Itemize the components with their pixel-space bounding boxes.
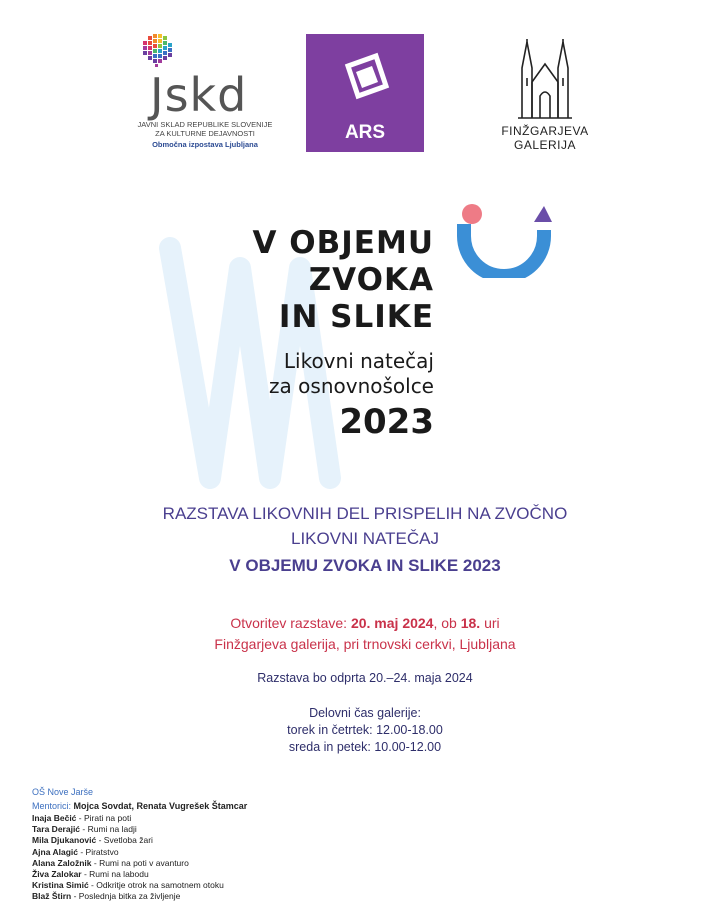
opening-place: Finžgarjeva galerija, pri trnovski cerkvi, Ljubljana [214,636,516,652]
poster-title-line-2: ZVOKA [308,262,434,298]
opening-suffix: uri [480,615,500,631]
student-work: - Piratstvo [77,846,119,857]
poster-year: 2023 [339,402,434,442]
student-name: Živa Zalokar [32,869,82,880]
school-name: OŠ Nove Jarše [32,787,94,797]
student-item [32,835,224,846]
contest-u-logo-icon [452,200,556,278]
student-work: - Pirati na poti [76,813,132,823]
student-name: Tara Derajić [32,824,81,835]
student-work: - Rumi na labodu [81,869,149,880]
student-work: - Odkritje otrok na samotnem otoku [88,880,224,891]
student-item [32,858,224,869]
student-work: - Rumi na poti v avanturo [91,857,189,868]
exhibition-duration: Razstava bo odprta 20.–24. maja 2024 [257,671,473,685]
student-name: Ajna Alagić [32,846,78,857]
opening-date: 20. maj 2024 [350,615,434,631]
poster-title-line-3: IN SLIKE [278,299,434,335]
exhibition-title: V OBJEMU ZVOKA IN SLIKE 2023 [229,556,501,575]
hours-line-1: torek in četrtek: 12.00-18.00 [287,723,443,737]
student-name: Kristina Simić [32,880,89,891]
poster-subtitle-line-1: Likovni natečaj [283,349,434,373]
student-name: Mila Djukanović [32,835,97,846]
student-name: Blaž Štirn [32,891,72,902]
student-item [32,824,224,835]
student-work: - Rumi na ladji [80,824,137,835]
ars-square-icon [340,52,390,110]
galerija-line-1: FINŽGARJEVA [501,124,589,138]
opening-mid: , ob [433,615,461,631]
hours-line-2: sreda in petek: 10.00-12.00 [288,740,442,754]
galerija-line-2: GALERIJA [513,138,577,152]
exhibition-line-2: LIKOVNI NATEČAJ [291,529,439,548]
opening-time: 18. [460,615,481,631]
student-item [32,847,224,858]
mentors-names: Mojca Sovdat, Renata Vugrešek Štamcar [73,801,248,811]
jskd-wordmark: Jskd [150,68,248,122]
galerija-logo [490,38,600,158]
student-list [32,813,224,903]
student-item [32,880,224,891]
ars-label: ARS [344,122,386,143]
student-item [32,813,224,824]
ars-logo [306,34,424,152]
student-item [32,891,224,902]
exhibition-line-1: RAZSTAVA LIKOVNIH DEL PRISPELIH NA ZVOČNO [162,504,568,523]
poster-subtitle-line-2: za osnovnošolce [269,374,434,398]
opening-label: Otvoritev razstave: [230,615,351,631]
jskd-logo [128,34,288,154]
hours-title: Delovni čas galerije: [309,706,421,720]
student-name: Inaja Bečić [32,813,77,823]
opening-line [120,614,610,632]
jskd-line-1: JAVNI SKLAD REPUBLIKE SLOVENIJE [137,120,273,129]
mentors-line [32,801,247,811]
student-work: - Svetloba žari [96,835,153,846]
church-icon [516,38,574,120]
jskd-line-3: Območna izpostava Ljubljana [152,140,258,149]
student-item [32,869,224,880]
jskd-line-2: ZA KULTURNE DEJAVNOSTI [155,129,255,138]
mentors-label: Mentorici: [32,801,74,811]
student-name: Alana Založnik [32,857,92,868]
student-work: - Poslednja bitka za življenje [71,891,181,902]
poster-title-line-1: V OBJEMU [252,225,434,261]
